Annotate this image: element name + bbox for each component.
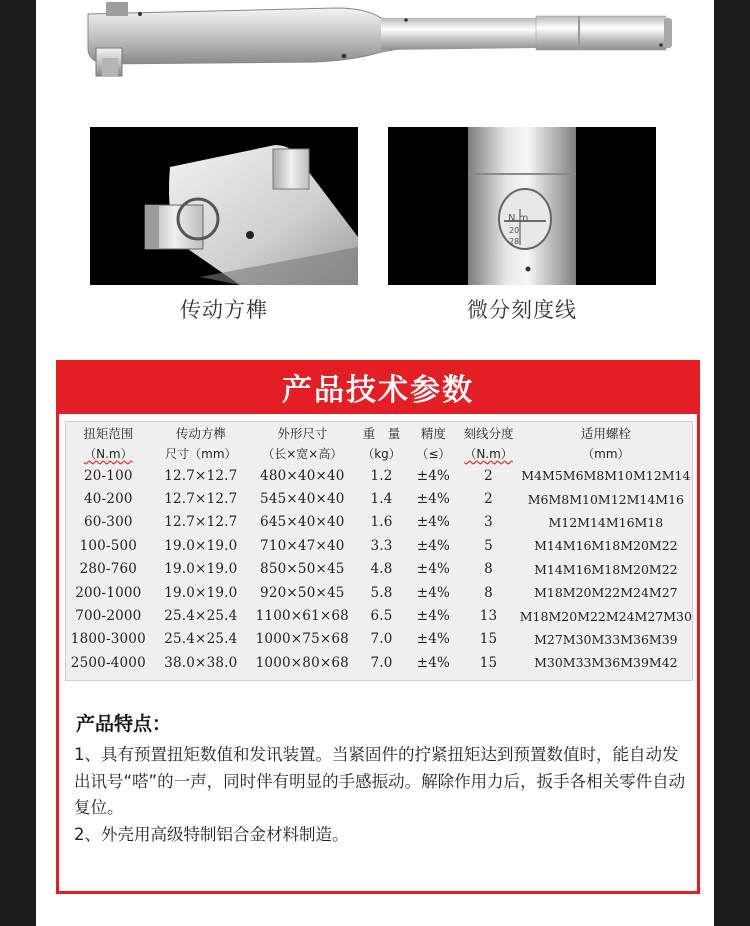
spec-header-row-2 <box>66 443 692 464</box>
header-bolt-range: 适用螺栓 <box>580 425 631 441</box>
spec-cell: M4M5M6M8M10M12M14 <box>521 468 691 484</box>
spec-cell: 280-760 <box>79 561 138 578</box>
spec-cell: 100-500 <box>79 537 138 554</box>
features-list <box>74 742 686 848</box>
spec-cell: 2500-4000 <box>70 654 146 671</box>
spec-cell: 545×40×40 <box>260 491 345 508</box>
spec-cell: 19.0×19.0 <box>164 537 238 554</box>
micrometer-illustration <box>388 127 656 285</box>
spec-cell: M18M20M22M24M27 <box>534 585 678 601</box>
spec-header-row-1 <box>66 422 692 443</box>
caption-micrometer: 微分刻度线 <box>467 298 577 322</box>
spec-cell: 40-200 <box>83 491 133 508</box>
spec-row <box>66 651 692 674</box>
spec-row <box>66 628 692 651</box>
spec-cell: ±4% <box>416 537 451 554</box>
header-weight: 重 量 <box>362 425 401 441</box>
unit-torque <box>66 443 151 464</box>
spec-table-body <box>66 464 692 675</box>
spec-cell: M14M16M18M20M22 <box>534 538 678 554</box>
spec-cell: 920×50×45 <box>260 584 345 601</box>
spec-cell: 1000×75×68 <box>255 631 349 648</box>
spec-cell: 3.3 <box>370 537 393 554</box>
spec-cell: ±4% <box>416 608 451 625</box>
spec-cell: ±4% <box>416 631 451 648</box>
spec-cell: M18M20M22M24M27M30 <box>519 608 692 624</box>
feature-item-1: 1、具有预置扭矩数值和发讯装置。当紧固件的拧紧扭矩达到预置数值时，能自动发出讯号“嗒”的一声，同时伴有明显的手感振动。解除作用力后，扳手各相关零件自动复位。 <box>74 745 686 817</box>
spec-cell: ±4% <box>416 654 451 671</box>
spec-cell: 2 <box>484 467 493 484</box>
spec-row <box>66 464 692 487</box>
spec-cell: M6M8M10M12M14M16 <box>527 491 685 507</box>
header-accuracy: 精度 <box>420 425 446 441</box>
spec-cell: 710×47×40 <box>260 537 345 554</box>
unit-torque-text: （N.m） <box>84 447 133 461</box>
spec-table <box>66 422 692 675</box>
spec-cell: M12M14M16M18 <box>548 514 664 530</box>
spec-row <box>66 558 692 581</box>
spec-cell: 1000×80×68 <box>255 654 349 671</box>
spec-cell: 4.8 <box>370 561 393 578</box>
spec-cell: 3 <box>484 514 493 531</box>
spec-cell: 700-2000 <box>75 608 142 625</box>
micrometer-photo <box>388 127 656 285</box>
spec-cell: 38.0×38.0 <box>164 654 238 671</box>
spec-cell: 15 <box>479 654 498 671</box>
spec-cell: 480×40×40 <box>260 467 345 484</box>
spec-row <box>66 534 692 557</box>
spec-cell: M14M16M18M20M22 <box>534 561 678 577</box>
spec-cell: 12.7×12.7 <box>164 491 238 508</box>
torque-wrench-photo <box>36 0 714 110</box>
caption-square-drive: 传动方榫 <box>180 298 268 322</box>
spec-table-container <box>65 421 693 681</box>
spec-cell: 13 <box>479 608 498 625</box>
header-dimensions: 外形尺寸 <box>277 425 328 441</box>
header-torque-range: 扭矩范围 <box>83 425 134 441</box>
spec-cell: 5 <box>484 537 493 554</box>
spec-title: 产品技术参数 <box>59 363 697 414</box>
spec-cell: M30M33M36M39M42 <box>534 655 678 671</box>
spec-cell: ±4% <box>416 561 451 578</box>
spec-cell: 20-100 <box>83 467 133 484</box>
spec-cell: 5.8 <box>370 584 393 601</box>
spec-cell: ±4% <box>416 491 451 508</box>
spec-cell: 19.0×19.0 <box>164 561 238 578</box>
spec-cell: ±4% <box>416 584 451 601</box>
spec-cell: 60-300 <box>83 514 133 531</box>
spec-cell: 15 <box>479 631 498 648</box>
spec-cell: 1800-3000 <box>70 631 146 648</box>
spec-cell: 7.0 <box>370 631 393 648</box>
unit-accuracy: （≤） <box>416 447 451 461</box>
spec-cell: M27M30M33M36M39 <box>534 631 678 647</box>
header-graduation: 刻线分度 <box>463 425 514 441</box>
spec-cell: 645×40×40 <box>260 514 345 531</box>
spec-cell: 1.6 <box>370 514 393 531</box>
header-square-drive: 传动方榫 <box>175 425 226 441</box>
square-drive-photo <box>90 127 358 285</box>
spec-row <box>66 604 692 627</box>
left-dark-border <box>0 0 36 926</box>
unit-graduation-text: （N.m） <box>464 447 513 461</box>
spec-row <box>66 487 692 510</box>
right-dark-border <box>714 0 750 926</box>
spec-row <box>66 581 692 604</box>
features-title: 产品特点： <box>76 713 172 735</box>
spec-section <box>56 360 700 894</box>
spec-cell: 19.0×19.0 <box>164 584 238 601</box>
spec-cell: 8 <box>484 584 493 601</box>
feature-item-2: 2、外壳用高级特制铝合金材料制造。 <box>74 824 349 844</box>
micrometer-mark-28: 28 <box>509 237 520 246</box>
unit-graduation <box>457 443 519 464</box>
unit-weight: （kg） <box>362 447 401 461</box>
micrometer-unit: N.m <box>508 213 529 224</box>
spec-cell: 12.7×12.7 <box>164 467 238 484</box>
spec-cell: 1.4 <box>370 491 393 508</box>
spec-cell: 1.2 <box>370 467 393 484</box>
unit-bolt: （mm） <box>582 447 630 461</box>
unit-square-drive: 尺寸（mm） <box>165 447 237 461</box>
spec-cell: 7.0 <box>370 654 393 671</box>
spec-cell: 25.4×25.4 <box>164 631 238 648</box>
micrometer-mark-20: 20 <box>509 226 520 235</box>
spec-cell: 200-1000 <box>75 584 142 601</box>
spec-cell: ±4% <box>416 514 451 531</box>
spec-cell: 850×50×45 <box>260 561 345 578</box>
spec-cell: 12.7×12.7 <box>164 514 238 531</box>
square-drive-illustration <box>90 127 358 285</box>
spec-cell: 6.5 <box>370 608 393 625</box>
spec-row <box>66 511 692 534</box>
unit-dimensions: （长×宽×高） <box>262 447 343 461</box>
spec-cell: 1100×61×68 <box>255 608 349 625</box>
spec-cell: 2 <box>484 491 493 508</box>
spec-cell: 8 <box>484 561 493 578</box>
spec-cell: 25.4×25.4 <box>164 608 238 625</box>
spec-cell: ±4% <box>416 467 451 484</box>
